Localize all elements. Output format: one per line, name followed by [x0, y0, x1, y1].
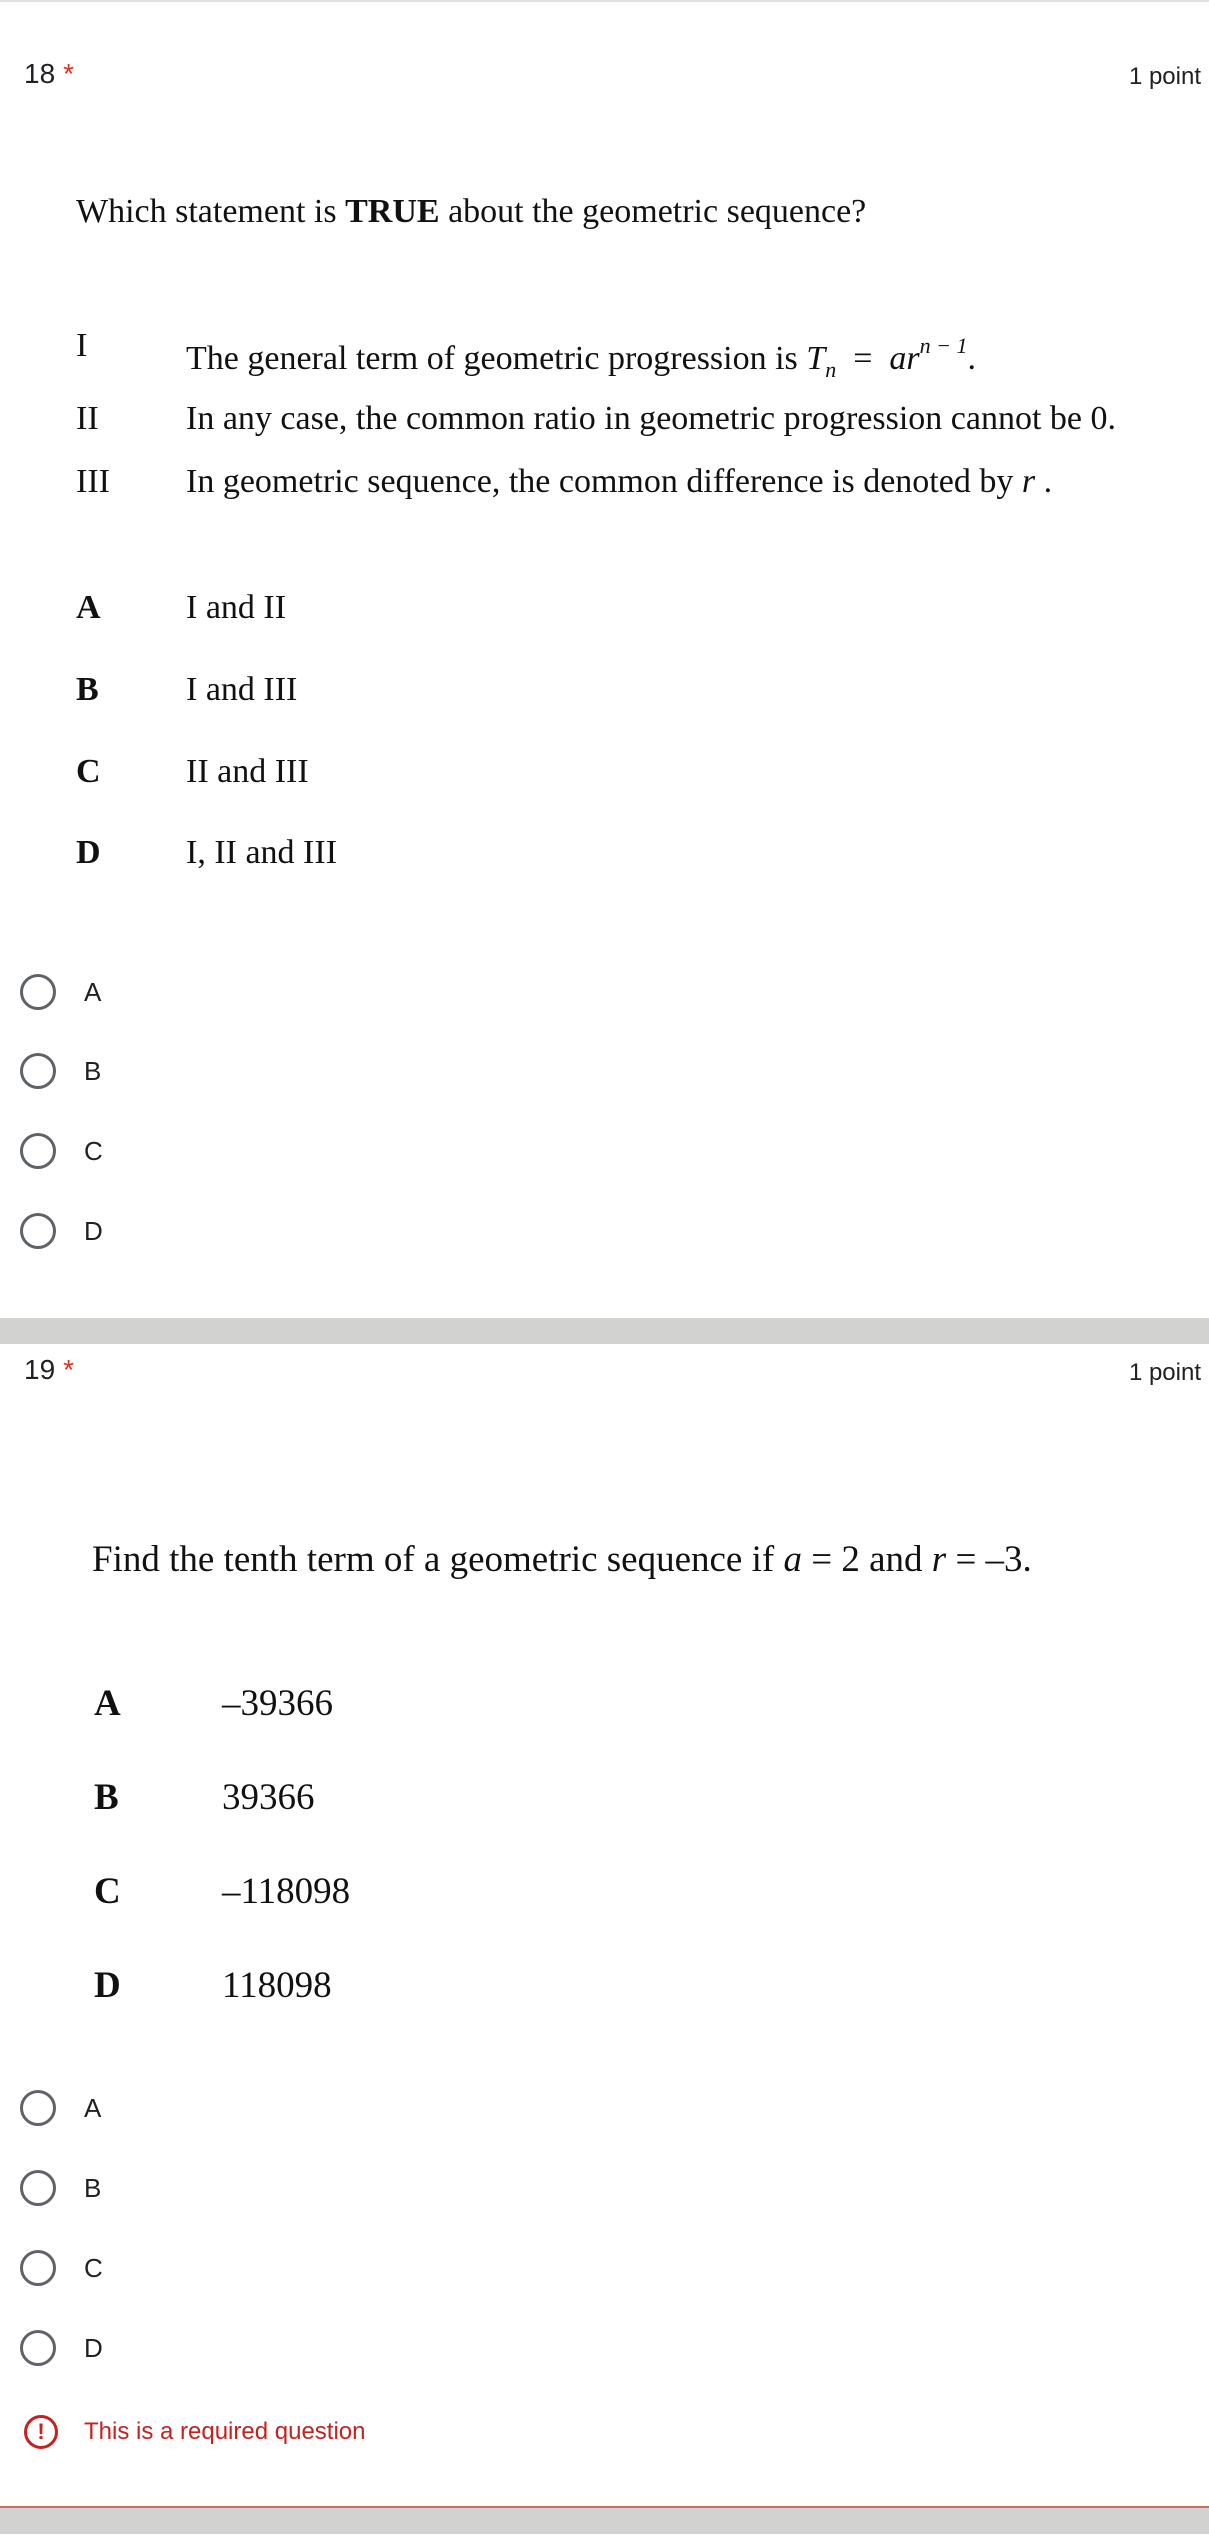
radio-unchecked-icon[interactable]: [20, 2330, 56, 2366]
question-text: [92, 1540, 1032, 1580]
question-text-prefix: Find the tenth term of a geometric sequence if: [92, 1539, 784, 1580]
question-number: [24, 1354, 74, 1386]
exclamation-circle-icon: !: [24, 2415, 58, 2449]
formula-period: .: [967, 340, 976, 377]
option-letter: D: [94, 1965, 121, 2006]
formula-equals: =: [853, 340, 873, 377]
required-asterisk: *: [63, 1354, 75, 1385]
variable-a: a: [783, 1539, 802, 1580]
option-text: 118098: [222, 1965, 332, 2006]
radio-label[interactable]: C: [84, 2252, 103, 2283]
question-points: 1 point: [1128, 1359, 1201, 1386]
option-text: 39366: [222, 1777, 315, 1818]
radio-choice-b[interactable]: [20, 1049, 101, 1093]
formula-ar: ar: [889, 340, 920, 377]
radio-choice-d[interactable]: [20, 2326, 103, 2370]
option-a: [76, 588, 576, 632]
value-a: = 2: [801, 1539, 860, 1580]
value-r: = –3.: [946, 1539, 1032, 1580]
question-text-prefix: Which statement is: [76, 193, 346, 230]
option-letter: C: [94, 1871, 121, 1912]
option-c: [76, 752, 576, 796]
option-b: [94, 1778, 594, 1822]
statement-text: In any case, the common ratio in geometric progression cannot be 0.: [186, 400, 1116, 437]
statement-numeral: III: [76, 463, 110, 500]
option-a: [94, 1684, 594, 1728]
statement-numeral: II: [76, 400, 99, 437]
radio-unchecked-icon[interactable]: [20, 1053, 56, 1089]
formula-subscript: n: [825, 357, 837, 382]
required-asterisk: *: [63, 58, 75, 89]
formula-T: T: [806, 340, 826, 377]
option-text: I and III: [186, 671, 298, 708]
statement-1: [76, 326, 1196, 382]
option-text: –39366: [222, 1683, 333, 1724]
option-text: I, II and III: [186, 834, 338, 871]
radio-choice-c[interactable]: [20, 1129, 103, 1173]
radio-choice-a[interactable]: [20, 970, 101, 1014]
radio-unchecked-icon[interactable]: [20, 1133, 56, 1169]
radio-label[interactable]: C: [84, 1135, 103, 1166]
option-text: II and III: [186, 753, 309, 790]
option-b: [76, 670, 576, 714]
statement-period: .: [1035, 463, 1053, 500]
option-letter: A: [76, 589, 101, 626]
option-text: I and II: [186, 589, 287, 626]
option-letter: B: [76, 671, 99, 708]
radio-label[interactable]: B: [84, 2172, 102, 2203]
option-letter: C: [76, 753, 101, 790]
question-number-text: 19: [24, 1354, 56, 1385]
statement-text: [186, 326, 976, 390]
question-points: 1 point: [1128, 63, 1201, 90]
statement-2: [76, 399, 1196, 443]
radio-unchecked-icon[interactable]: [20, 2250, 56, 2286]
option-letter: B: [94, 1777, 119, 1818]
radio-label[interactable]: D: [84, 2332, 103, 2363]
question-card-19: [0, 1344, 1209, 2508]
required-message-text: This is a required question: [84, 2418, 366, 2445]
radio-choice-d[interactable]: [20, 1209, 103, 1253]
required-question-message: [24, 2412, 365, 2452]
question-number: [24, 58, 74, 90]
option-d: [76, 833, 576, 877]
option-d: [94, 1966, 594, 2010]
radio-label[interactable]: D: [84, 1215, 103, 1246]
question-text-and: and: [859, 1539, 932, 1580]
option-c: [94, 1872, 594, 1916]
option-letter: A: [94, 1683, 121, 1724]
option-text: –118098: [222, 1871, 351, 1912]
radio-choice-a[interactable]: [20, 2086, 101, 2130]
radio-label[interactable]: A: [84, 976, 102, 1007]
question-text-emphasis: TRUE: [345, 193, 440, 230]
formula-exponent: n − 1: [919, 333, 968, 358]
statement-text-body: In geometric sequence, the common difference is denoted by: [186, 463, 1022, 500]
radio-label[interactable]: A: [84, 2092, 102, 2123]
radio-unchecked-icon[interactable]: [20, 974, 56, 1010]
radio-choice-c[interactable]: [20, 2246, 103, 2290]
question-text-suffix: about the geometric sequence?: [439, 193, 867, 230]
statement-numeral: I: [76, 327, 88, 364]
radio-unchecked-icon[interactable]: [20, 2170, 56, 2206]
variable-r: r: [1021, 463, 1036, 500]
statement-3: [76, 462, 1196, 506]
variable-r: r: [931, 1539, 947, 1580]
card-separator: [0, 2508, 1209, 2534]
radio-unchecked-icon[interactable]: [20, 2090, 56, 2126]
question-number-text: 18: [24, 58, 56, 89]
radio-label[interactable]: B: [84, 1055, 102, 1086]
radio-unchecked-icon[interactable]: [20, 1213, 56, 1249]
card-separator: [0, 1318, 1209, 1344]
option-letter: D: [76, 834, 101, 871]
statement-text-body: The general term of geometric progression is: [186, 340, 807, 377]
radio-choice-b[interactable]: [20, 2166, 101, 2210]
statement-text: [186, 462, 1052, 502]
question-text: [76, 192, 866, 232]
